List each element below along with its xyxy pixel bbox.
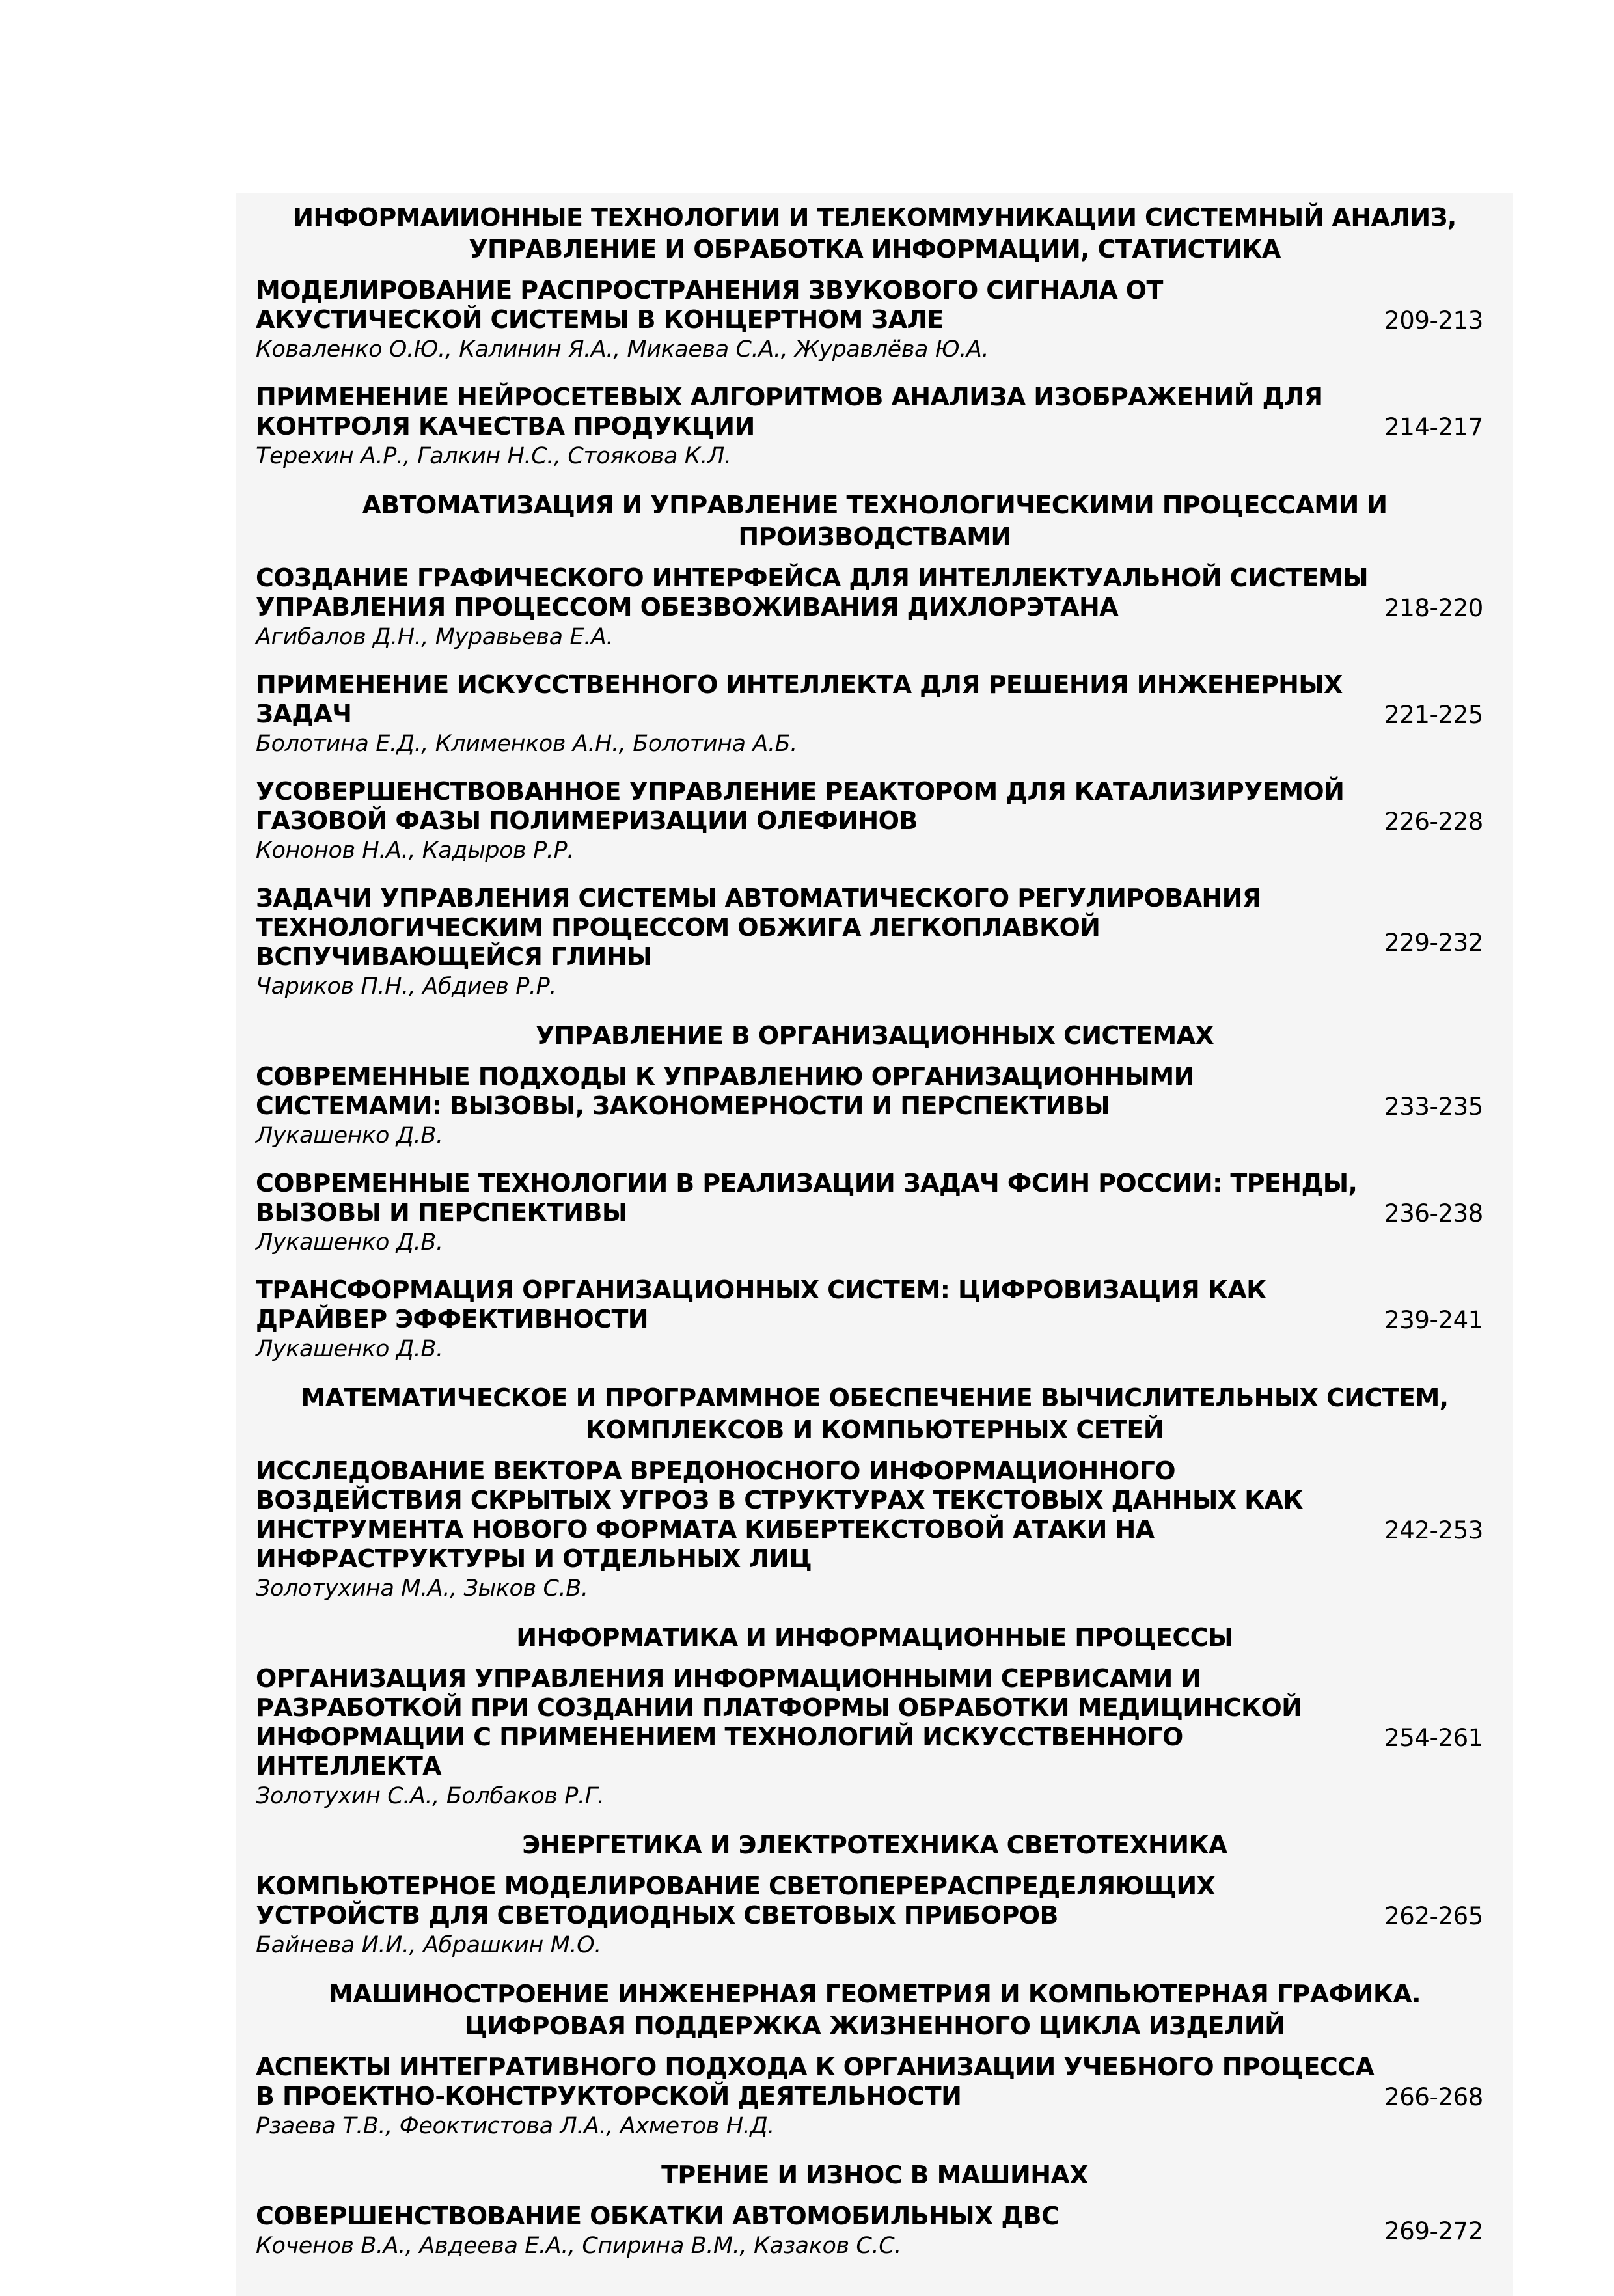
- page-range: 209-213: [1384, 306, 1483, 335]
- toc-entry[interactable]: [236, 2053, 1513, 2141]
- entry-text: [256, 1872, 1375, 1960]
- article-authors: Коваленко О.Ю., Калинин Я.А., Микаева С.А., Журавлёва Ю.А.: [256, 336, 989, 362]
- article-authors: Лукашенко Д.В.: [256, 1123, 443, 1149]
- toc-entry[interactable]: [236, 2202, 1513, 2261]
- toc-entry[interactable]: [236, 1062, 1513, 1151]
- page-range: 242-253: [1384, 1516, 1483, 1544]
- page-range: 254-261: [1384, 1723, 1483, 1752]
- entry-text: [256, 276, 1375, 364]
- page-range: 229-232: [1384, 929, 1483, 957]
- article-title: СОВРЕМЕННЫЕ ТЕХНОЛОГИИ В РЕАЛИЗАЦИИ ЗАДАЧ ФСИН РОССИИ: ТРЕНДЫ, ВЫЗОВЫ И ПЕРСПЕКТИВЫ: [256, 1169, 1358, 1227]
- toc-entry[interactable]: [236, 564, 1513, 652]
- section-heading: УПРАВЛЕНИЕ В ОРГАНИЗАЦИОННЫХ СИСТЕМАХ: [535, 1021, 1214, 1050]
- entry-text: [256, 1169, 1375, 1257]
- page-range: 262-265: [1384, 1902, 1483, 1930]
- article-authors: Байнева И.И., Абрашкин М.О.: [256, 1932, 601, 1958]
- table-of-contents: [236, 193, 1513, 2296]
- article-authors: Золотухина М.А., Зыков С.В.: [256, 1576, 588, 1602]
- article-title: СОВРЕМЕННЫЕ ПОДХОДЫ К УПРАВЛЕНИЮ ОРГАНИЗАЦИОННЫМИ СИСТЕМАМИ: ВЫЗОВЫ, ЗАКОНОМЕРНОСТИ И ПЕРСПЕКТИВЫ: [256, 1062, 1194, 1120]
- article-title: ПРИМЕНЕНИЕ ИСКУССТВЕННОГО ИНТЕЛЛЕКТА ДЛЯ РЕШЕНИЯ ИНЖЕНЕРНЫХ ЗАДАЧ: [256, 670, 1343, 728]
- toc-entry[interactable]: [236, 276, 1513, 364]
- article-title: КОМПЬЮТЕРНОЕ МОДЕЛИРОВАНИЕ СВЕТОПЕРЕРАСПРЕДЕЛЯЮЩИХ УСТРОЙСТВ ДЛЯ СВЕТОДИОДНЫХ СВЕТОВЫХ ПРИБОРОВ: [256, 1872, 1216, 1930]
- section-heading: МАШИНОСТРОЕНИЕ ИНЖЕНЕРНАЯ ГЕОМЕТРИЯ И КОМПЬЮТЕРНАЯ ГРАФИКА. ЦИФРОВАЯ ПОДДЕРЖКА ЖИЗНЕННОГО ЦИКЛА ИЗДЕЛИЙ: [329, 1980, 1421, 2040]
- toc-entry[interactable]: [236, 1169, 1513, 1257]
- entry-text: [256, 1664, 1375, 1811]
- article-title: АСПЕКТЫ ИНТЕГРАТИВНОГО ПОДХОДА К ОРГАНИЗАЦИИ УЧЕБНОГО ПРОЦЕССА В ПРОЕКТНО-КОНСТРУКТОРСКОЙ ДЕЯТЕЛЬНОСТИ: [256, 2053, 1375, 2111]
- page-range: 239-241: [1384, 1305, 1483, 1334]
- article-authors: Коченов В.А., Авдеева Е.А., Спирина В.М., Казаков С.С.: [256, 2233, 901, 2259]
- page-range: 266-268: [1384, 2083, 1483, 2111]
- section-heading: МАТЕМАТИЧЕСКОЕ И ПРОГРАММНОЕ ОБЕСПЕЧЕНИЕ ВЫЧИСЛИТЕЛЬНЫХ СИСТЕМ, КОМПЛЕКСОВ И КОМПЬЮТЕРНЫХ СЕТЕЙ: [301, 1384, 1449, 1444]
- article-authors: Лукашенко Д.В.: [256, 1336, 443, 1362]
- entry-text: [256, 1276, 1375, 1364]
- article-title: СОВЕРШЕНСТВОВАНИЕ ОБКАТКИ АВТОМОБИЛЬНЫХ ДВС: [256, 2202, 1060, 2230]
- article-authors: Терехин А.Р., Галкин Н.С., Стоякова К.Л.: [256, 443, 732, 469]
- article-authors: Болотина Е.Д., Клименков А.Н., Болотина А.Б.: [256, 731, 798, 757]
- entry-text: [256, 2053, 1375, 2141]
- page-range: 218-220: [1384, 594, 1483, 622]
- article-title: УСОВЕРШЕНСТВОВАННОЕ УПРАВЛЕНИЕ РЕАКТОРОМ ДЛЯ КАТАЛИЗИРУЕМОЙ ГАЗОВОЙ ФАЗЫ ПОЛИМЕРИЗАЦИИ ОЛЕФИНОВ: [256, 777, 1345, 835]
- toc-entry[interactable]: [236, 777, 1513, 866]
- article-authors: Золотухин С.А., Болбаков Р.Г.: [256, 1783, 605, 1809]
- article-title: ТРАНСФОРМАЦИЯ ОРГАНИЗАЦИОННЫХ СИСТЕМ: ЦИФРОВИЗАЦИЯ КАК ДРАЙВЕР ЭФФЕКТИВНОСТИ: [256, 1276, 1266, 1333]
- section-heading: ТРЕНИЕ И ИЗНОС В МАШИНАХ: [661, 2161, 1088, 2189]
- page-range: 233-235: [1384, 1092, 1483, 1121]
- toc-entry[interactable]: [236, 383, 1513, 471]
- toc-entry[interactable]: [236, 1456, 1513, 1604]
- entry-text: [256, 383, 1375, 471]
- entry-text: [256, 884, 1375, 1002]
- page-range: 236-238: [1384, 1199, 1483, 1227]
- article-authors: Лукашенко Д.В.: [256, 1229, 443, 1255]
- article-authors: Чариков П.Н., Абдиев Р.Р.: [256, 974, 557, 1000]
- article-title: ОРГАНИЗАЦИЯ УПРАВЛЕНИЯ ИНФОРМАЦИОННЫМИ СЕРВИСАМИ И РАЗРАБОТКОЙ ПРИ СОЗДАНИИ ПЛАТФОРМЫ ОБРАБОТКИ МЕДИЦИНСКОЙ ИНФОРМАЦИИ С ПРИМЕНЕНИЕМ ТЕХНОЛОГИЙ ИСКУССТВЕННОГО ИНТЕЛЛЕКТА: [256, 1664, 1302, 1781]
- section-heading: ИНФОРМАИИОННЫЕ ТЕХНОЛОГИИ И ТЕЛЕКОММУНИКАЦИИ СИСТЕМНЫЙ АНАЛИЗ, УПРАВЛЕНИЕ И ОБРАБОТКА ИНФОРМАЦИИ, СТАТИСТИКА: [293, 203, 1457, 264]
- section-heading: ЭНЕРГЕТИКА И ЭЛЕКТРОТЕХНИКА СВЕТОТЕХНИКА: [522, 1831, 1227, 1859]
- article-authors: Рзаева Т.В., Феоктистова Л.А., Ахметов Н.Д.: [256, 2113, 775, 2139]
- entry-text: [256, 564, 1375, 652]
- article-title: МОДЕЛИРОВАНИЕ РАСПРОСТРАНЕНИЯ ЗВУКОВОГО СИГНАЛА ОТ АКУСТИЧЕСКОЙ СИСТЕМЫ В КОНЦЕРТНОМ ЗАЛЕ: [256, 276, 1163, 334]
- entry-text: [256, 670, 1375, 759]
- article-title: ЗАДАЧИ УПРАВЛЕНИЯ СИСТЕМЫ АВТОМАТИЧЕСКОГО РЕГУЛИРОВАНИЯ ТЕХНОЛОГИЧЕСКИМ ПРОЦЕССОМ ОБЖИГА ЛЕГКОПЛАВКОЙ ВСПУЧИВАЮЩЕЙСЯ ГЛИНЫ: [256, 884, 1261, 971]
- page-range: 226-228: [1384, 807, 1483, 836]
- page-range: 269-272: [1384, 2217, 1483, 2245]
- article-title: СОЗДАНИЕ ГРАФИЧЕСКОГО ИНТЕРФЕЙСА ДЛЯ ИНТЕЛЛЕКТУАЛЬНОЙ СИСТЕМЫ УПРАВЛЕНИЯ ПРОЦЕССОМ ОБЕЗВОЖИВАНИЯ ДИХЛОРЭТАНА: [256, 564, 1369, 622]
- article-title: ИССЛЕДОВАНИЕ ВЕКТОРА ВРЕДОНОСНОГО ИНФОРМАЦИОННОГО ВОЗДЕЙСТВИЯ СКРЫТЫХ УГРОЗ В СТРУКТУРАХ ТЕКСТОВЫХ ДАННЫХ КАК ИНСТРУМЕНТА НОВОГО ФОРМАТА КИБЕРТЕКСТОВОЙ АТАКИ НА ИНФРАСТРУКТУРЫ И ОТДЕЛЬНЫХ ЛИЦ: [256, 1456, 1303, 1573]
- toc-entry[interactable]: [236, 1664, 1513, 1811]
- article-title: ПРИМЕНЕНИЕ НЕЙРОСЕТЕВЫХ АЛГОРИТМОВ АНАЛИЗА ИЗОБРАЖЕНИЙ ДЛЯ КОНТРОЛЯ КАЧЕСТВА ПРОДУКЦИИ: [256, 383, 1323, 441]
- toc-entry[interactable]: [236, 1276, 1513, 1364]
- page-range: 214-217: [1384, 413, 1483, 441]
- article-authors: Кононов Н.А., Кадыров Р.Р.: [256, 838, 574, 864]
- entry-text: [256, 2202, 1375, 2261]
- toc-entry[interactable]: [236, 670, 1513, 759]
- entry-text: [256, 1456, 1375, 1604]
- section-heading: АВТОМАТИЗАЦИЯ И УПРАВЛЕНИЕ ТЕХНОЛОГИЧЕСКИМИ ПРОЦЕССАМИ И ПРОИЗВОДСТВАМИ: [362, 491, 1388, 551]
- toc-entry[interactable]: [236, 884, 1513, 1002]
- section-heading: ИНФОРМАТИКА И ИНФОРМАЦИОННЫЕ ПРОЦЕССЫ: [516, 1623, 1233, 1652]
- entry-text: [256, 1062, 1375, 1151]
- page-range: 221-225: [1384, 700, 1483, 729]
- entry-text: [256, 777, 1375, 866]
- article-authors: Агибалов Д.Н., Муравьева Е.А.: [256, 624, 614, 650]
- toc-entry[interactable]: [236, 1872, 1513, 1960]
